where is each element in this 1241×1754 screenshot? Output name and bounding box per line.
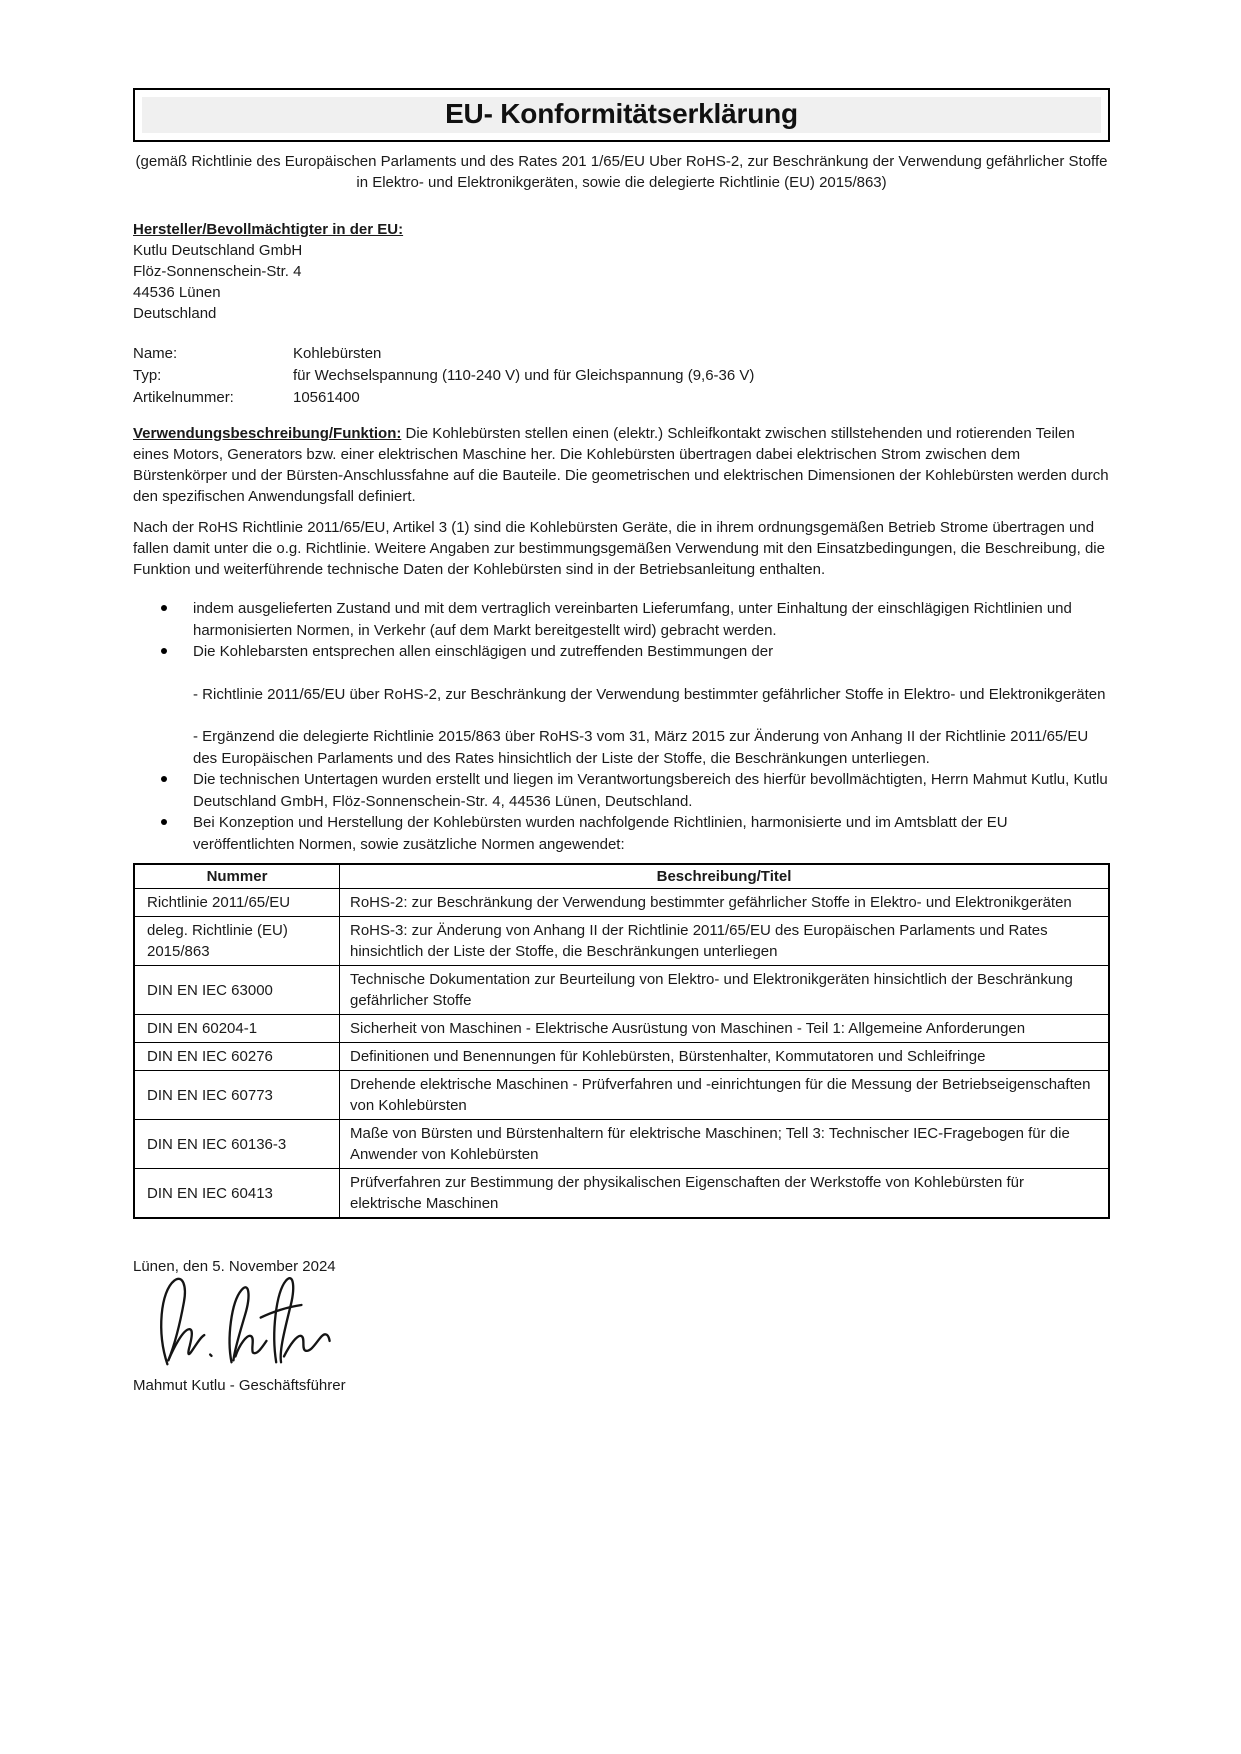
product-field-articlenumber — [133, 387, 1110, 409]
product-field-type — [133, 365, 1110, 387]
product-block — [133, 343, 1110, 409]
table-row — [134, 1169, 1109, 1219]
table-header-nummer: Nummer — [134, 864, 340, 889]
bullet-text-3: Die technischen Untertagen wurden erstellt und liegen im Verantwortungsbereich des hierfür bevollmächtigten, Herrn Mahmut Kutlu, Kutlu Deutschland GmbH, Flöz-Sonnenschein-Str. 4, 44536 Lünen, Deutschland. — [193, 771, 1108, 810]
table-row — [134, 917, 1109, 966]
table-header-beschreibung: Beschreibung/Titel — [340, 864, 1110, 889]
signer-name: Mahmut Kutlu - Geschäftsführer — [133, 1377, 346, 1394]
table-row — [134, 966, 1109, 1015]
standard-title: RoHS-2: zur Beschränkung der Verwendung bestimmter gefährlicher Stoffe in Elektro- und Elektronikgeräten — [340, 889, 1110, 917]
product-articlenumber-label: Artikelnummer: — [133, 389, 234, 406]
standard-number: DIN EN IEC 63000 — [134, 966, 340, 1015]
standard-title: Prüfverfahren zur Bestimmung der physikalischen Eigenschaften der Werkstoffe von Kohlebürsten für elektrische Maschinen — [340, 1169, 1110, 1219]
standards-table — [133, 863, 1110, 1219]
manufacturer-country: Deutschland — [133, 305, 217, 322]
standard-number: DIN EN 60204-1 — [134, 1015, 340, 1043]
standard-number: Richtlinie 2011/65/EU — [134, 889, 340, 917]
standard-title: RoHS-3: zur Änderung von Anhang II der Richtlinie 2011/65/EU des Europäischen Parlaments und Rates hinsichtlich der Liste der Stoffe, die Beschränkungen unterliegen — [340, 917, 1110, 966]
product-type-value: für Wechselspannung (110-240 V) und für Gleichspannung (9,6-36 V) — [293, 367, 755, 384]
manufacturer-street: Flöz-Sonnenschein-Str. 4 — [133, 263, 302, 280]
product-type-label: Typ: — [133, 367, 162, 384]
product-field-name — [133, 343, 1110, 365]
signature — [149, 1270, 349, 1372]
table-row — [134, 1071, 1109, 1120]
manufacturer-city: 44536 Lünen — [133, 284, 221, 301]
bullet-text-4: Bei Konzeption und Herstellung der Kohlebürsten wurden nachfolgende Richtlinien, harmonisierte und im Amtsblatt der EU veröffentlichten Normen, sowie zusätzliche Normen angewendet: — [193, 814, 1008, 853]
standard-number: DIN EN IEC 60773 — [134, 1071, 340, 1120]
usage-heading: Verwendungsbeschreibung/Funktion: — [133, 425, 402, 442]
product-name-label: Name: — [133, 345, 178, 362]
standard-number: deleg. Richtlinie (EU) 2015/863 — [134, 917, 340, 966]
place-date-line: Lünen, den 5. November 2024 — [133, 1258, 336, 1275]
declaration-bullet-list — [133, 598, 1110, 855]
standard-title: Definitionen und Benennungen für Kohlebürsten, Bürstenhalter, Kommutatoren und Schleifringe — [340, 1043, 1110, 1071]
bullet-item-4 — [133, 812, 1110, 855]
bullet-2-subitem-2: - Ergänzend die delegierte Richtlinie 2015/863 über RoHS-3 vom 31, März 2015 zur Änderung von Anhang II der Richtlinie 2011/65/EU des Europäischen Parlaments und des Rates hinsichtlich der Liste der Stoffe, die Beschränkungen unterliegen. — [193, 728, 1089, 767]
usage-text: Die Kohlebürsten stellen einen (elektr.) Schleifkontakt zwischen stillstehenden und rotierenden Teilen eines Motors, Generators bzw. einer elektrischen Maschine her. Die Kohlebürsten übertragen dabei elektrischen Strom zwischen dem Bürstenkörper und der Bürsten-Anschlussfahne auf die Bauteile. Die geometrischen und elektrischen Dimensionen der Kohlebürsten werden durch den spezifischen Anwendungsfall definiert. — [133, 425, 1109, 505]
manufacturer-name: Kutlu Deutschland GmbH — [133, 242, 303, 259]
title-background — [142, 97, 1101, 133]
table-row — [134, 1015, 1109, 1043]
signature-image — [149, 1270, 349, 1372]
table-row — [134, 1120, 1109, 1169]
bullet-item-1 — [133, 598, 1110, 641]
standard-title: Technische Dokumentation zur Beurteilung von Elektro- und Elektronikgeräten hinsichtlich der Beschränkung gefährlicher Stoffe — [340, 966, 1110, 1015]
page-title: EU- Konformitätserklärung — [445, 98, 798, 129]
rohs-paragraph: Nach der RoHS Richtlinie 2011/65/EU, Artikel 3 (1) sind die Kohlebürsten Geräte, die in ihrem ordnungsgemäßen Betrieb Strome übertragen und fallen damit unter die o.g. Richtlinie. Weitere Angaben zur bestimmungsgemäßen Verwendung mit den Einsatzbedingungen, die Beschreibung, die Funktion und weiterführende technische Daten der Kohlebürsten sind in der Betriebsanleitung enthalten. — [133, 519, 1105, 578]
bullet-2-subitem-1: - Richtlinie 2011/65/EU über RoHS-2, zur Beschränkung der Verwendung bestimmter gefährlicher Stoffe in Elektro- und Elektronikgeräten — [193, 685, 1106, 703]
standard-title: Drehende elektrische Maschinen - Prüfverfahren und -einrichtungen für die Messung der Betriebseigenschaften von Kohlebürsten — [340, 1071, 1110, 1120]
standard-number: DIN EN IEC 60136-3 — [134, 1120, 340, 1169]
product-name-value: Kohlebürsten — [293, 345, 382, 362]
title-subtitle: (gemäß Richtlinie des Europäischen Parlaments und des Rates 201 1/65/EU Uber RoHS-2, zur Beschränkung der Verwendung gefährlicher Stoffe in Elektro- und Elektronikgeräten, sowie die delegierte Richtlinie (EU) 2015/863) — [135, 153, 1108, 191]
standard-number: DIN EN IEC 60276 — [134, 1043, 340, 1071]
table-row — [134, 889, 1109, 917]
usage-paragraph — [133, 423, 1110, 507]
bullet-item-3 — [133, 769, 1110, 812]
manufacturer-heading: Hersteller/Bevollmächtigter in der EU: — [133, 221, 404, 238]
bullet-item-2 — [133, 641, 1110, 769]
product-articlenumber-value: 10561400 — [293, 389, 360, 406]
table-header-row — [134, 864, 1109, 889]
bullet-text-1: indem ausgelieferten Zustand und mit dem vertraglich vereinbarten Lieferumfang, unter Einhaltung der einschlägigen Richtlinien und harmonisierten Normen, in Verkehr (auf dem Markt bereitgestellt wird) gebracht werden. — [193, 600, 1072, 639]
standard-number: DIN EN IEC 60413 — [134, 1169, 340, 1219]
bullet-text-2: Die Kohlebarsten entsprechen allen einschlägigen und zutreffenden Bestimmungen der — [193, 643, 774, 660]
standard-title: Maße von Bürsten und Bürstenhaltern für elektrische Maschinen; Tell 3: Technischer IEC-Fragebogen für die Anwender von Kohlebürsten — [340, 1120, 1110, 1169]
document-content — [133, 0, 1110, 1396]
table-row — [134, 1043, 1109, 1071]
standard-title: Sicherheit von Maschinen - Elektrische Ausrüstung von Maschinen - Teil 1: Allgemeine Anforderungen — [340, 1015, 1110, 1043]
title-box — [133, 88, 1110, 142]
